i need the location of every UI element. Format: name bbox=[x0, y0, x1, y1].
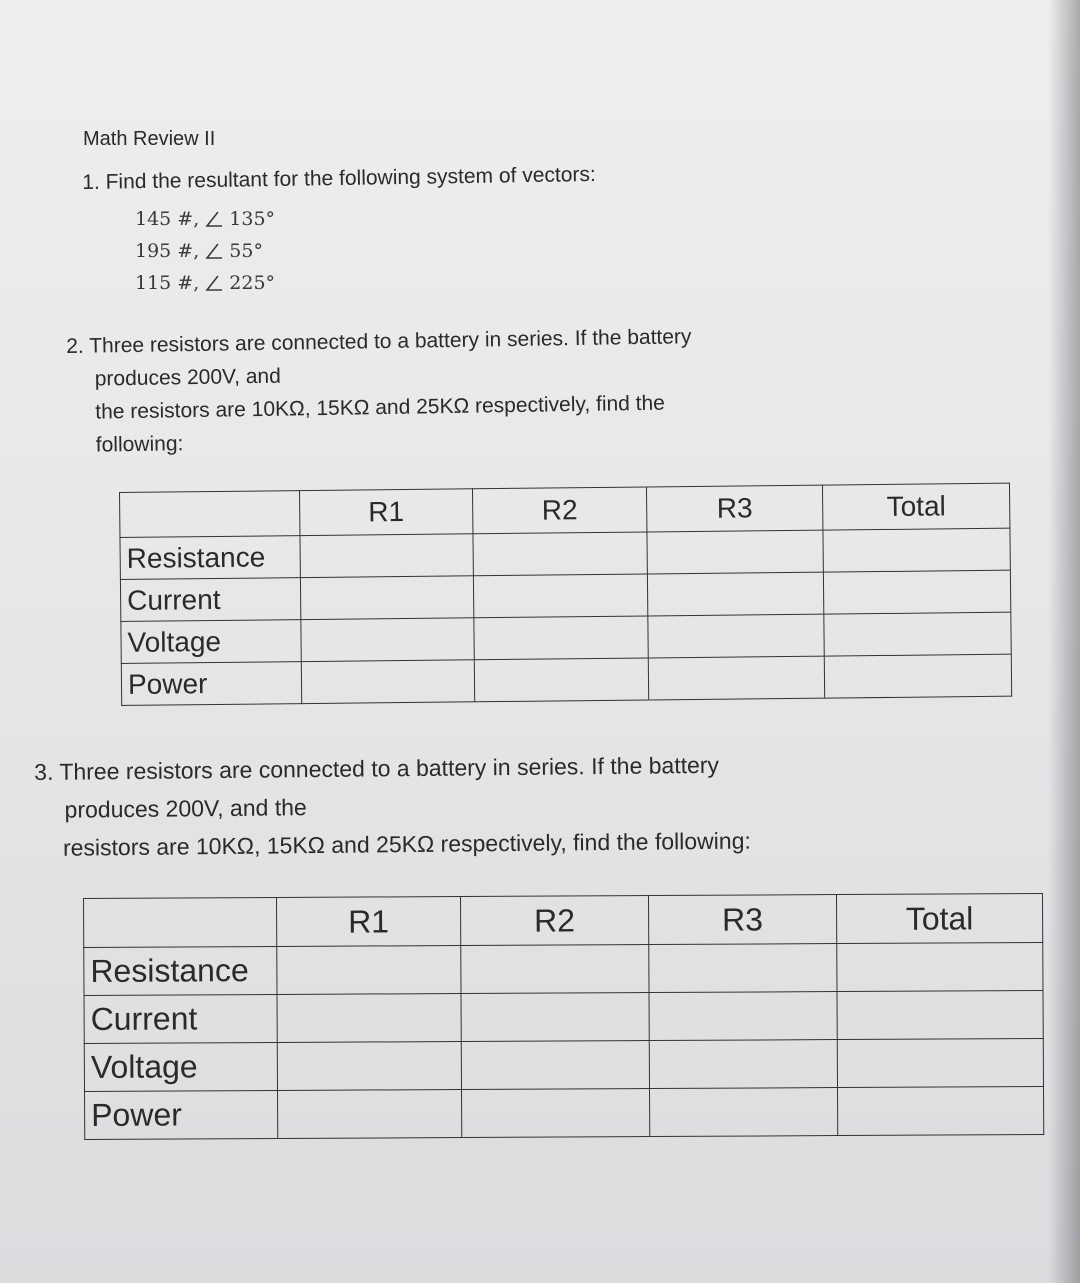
question-3-line: 3. Three resistors are connected to a battery in series. If the battery bbox=[34, 751, 720, 785]
table-header-cell: R2 bbox=[460, 896, 648, 946]
answer-cell[interactable] bbox=[649, 1040, 837, 1089]
answer-cell[interactable] bbox=[649, 992, 837, 1041]
vector-angle: 225° bbox=[229, 272, 276, 294]
answer-cell[interactable] bbox=[277, 994, 461, 1043]
answer-cell[interactable] bbox=[823, 570, 1010, 614]
table-header-cell bbox=[120, 491, 300, 538]
answer-cell[interactable] bbox=[649, 944, 837, 993]
table-header-cell: R3 bbox=[648, 895, 836, 945]
row-label: Resistance bbox=[84, 946, 277, 995]
table-row bbox=[84, 990, 1043, 1043]
row-label: Voltage bbox=[84, 1042, 277, 1091]
answer-cell[interactable] bbox=[837, 1038, 1043, 1087]
row-label: Voltage bbox=[121, 620, 301, 664]
table-header-cell: R1 bbox=[299, 489, 472, 536]
angle-icon bbox=[205, 210, 223, 228]
answer-cell[interactable] bbox=[301, 660, 474, 704]
question-1: 1. Find the resultant for the following system of vectors: bbox=[82, 162, 596, 194]
vector-list bbox=[135, 203, 275, 299]
page-edge-shadow bbox=[1048, 0, 1080, 1283]
vector-item bbox=[135, 267, 275, 299]
answer-cell[interactable] bbox=[649, 1088, 837, 1137]
page-title: Math Review II bbox=[83, 128, 216, 150]
answer-cell[interactable] bbox=[823, 528, 1010, 572]
answer-cell[interactable] bbox=[461, 1089, 649, 1138]
answer-cell[interactable] bbox=[300, 534, 473, 578]
question-2-line: produces 200V, and bbox=[94, 364, 281, 391]
answer-cell[interactable] bbox=[837, 990, 1043, 1039]
answer-cell[interactable] bbox=[837, 942, 1043, 991]
answer-cell[interactable] bbox=[473, 532, 647, 576]
row-label: Power bbox=[121, 662, 301, 706]
question-3-line: produces 200V, and the bbox=[64, 794, 307, 823]
angle-icon bbox=[205, 274, 223, 292]
answer-table-1 bbox=[119, 483, 1012, 706]
table-header-cell: R2 bbox=[472, 487, 646, 534]
table-row bbox=[84, 942, 1043, 995]
vector-magnitude: 115 #, bbox=[135, 272, 200, 294]
vector-magnitude: 195 #, bbox=[135, 240, 200, 262]
answer-cell[interactable] bbox=[461, 1041, 649, 1090]
table-header-cell: R1 bbox=[276, 897, 460, 947]
answer-cell[interactable] bbox=[648, 656, 824, 700]
answer-cell[interactable] bbox=[301, 618, 474, 662]
answer-cell[interactable] bbox=[277, 946, 461, 995]
vector-item bbox=[135, 203, 275, 235]
question-2-line: 2. Three resistors are connected to a battery in series. If the battery bbox=[66, 325, 692, 358]
row-label: Current bbox=[120, 578, 300, 622]
answer-cell[interactable] bbox=[647, 572, 823, 616]
table-header-cell: R3 bbox=[646, 485, 822, 532]
question-3 bbox=[34, 746, 751, 867]
answer-table-2 bbox=[83, 893, 1044, 1140]
table-header-cell: Total bbox=[822, 483, 1009, 530]
answer-cell[interactable] bbox=[474, 616, 648, 660]
table-header-cell: Total bbox=[836, 893, 1042, 943]
answer-cell[interactable] bbox=[824, 654, 1011, 698]
vector-angle: 55° bbox=[229, 240, 263, 262]
answer-cell[interactable] bbox=[461, 993, 649, 1042]
row-label: Current bbox=[84, 994, 277, 1043]
angle-icon bbox=[205, 242, 223, 260]
table-header-row bbox=[84, 893, 1043, 947]
answer-cell[interactable] bbox=[300, 576, 473, 620]
vector-angle: 135° bbox=[229, 208, 276, 230]
question-2-line: following: bbox=[95, 432, 184, 457]
answer-cell[interactable] bbox=[824, 612, 1011, 656]
question-2 bbox=[66, 320, 693, 462]
row-label: Power bbox=[85, 1090, 278, 1139]
table-row bbox=[84, 1038, 1043, 1091]
table-row bbox=[121, 654, 1011, 705]
answer-cell[interactable] bbox=[647, 530, 823, 574]
question-3-line: resistors are 10KΩ, 15KΩ and 25KΩ respectively, find the following: bbox=[62, 827, 751, 861]
row-label: Resistance bbox=[120, 536, 300, 580]
answer-cell[interactable] bbox=[474, 658, 648, 702]
answer-cell[interactable] bbox=[473, 574, 647, 618]
question-2-line: the resistors are 10KΩ, 15KΩ and 25KΩ respectively, find the bbox=[95, 391, 666, 424]
answer-cell[interactable] bbox=[278, 1090, 462, 1139]
answer-cell[interactable] bbox=[277, 1042, 461, 1091]
vector-magnitude: 145 #, bbox=[135, 208, 200, 230]
answer-cell[interactable] bbox=[648, 614, 824, 658]
table-header-cell bbox=[84, 897, 277, 947]
answer-cell[interactable] bbox=[837, 1086, 1043, 1135]
table-row bbox=[85, 1086, 1044, 1139]
answer-cell[interactable] bbox=[461, 945, 649, 994]
vector-item bbox=[135, 235, 275, 267]
